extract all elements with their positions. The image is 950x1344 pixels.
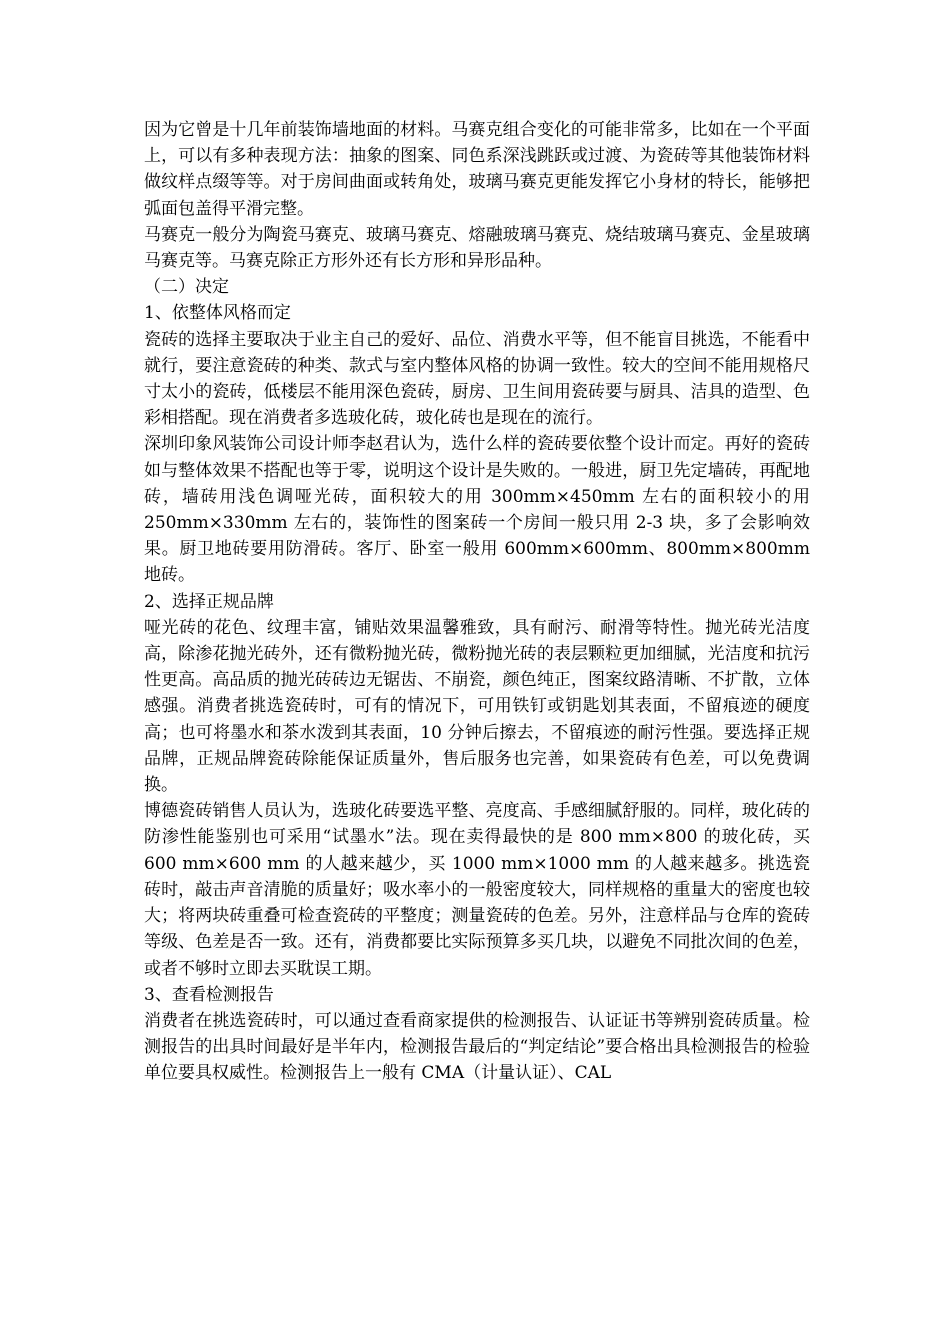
- paragraph-tile-selection: 瓷砖的选择主要取决于业主自己的爱好、品位、消费水平等，但不能盲目挑选，不能看中就行，要注意瓷砖的种类、款式与室内整体风格的协调一致性。较大的空间不能用规格尺寸太小的瓷砖，低楼层不能用深色瓷砖，厨房、卫生间用瓷砖要与厨具、洁具的造型、色彩相搭配。现在消费者多选玻化砖，玻化砖也是现在的流行。: [144, 329, 810, 429]
- paragraph-matte-polished-tiles: 哑光砖的花色、纹理丰富，铺贴效果温馨雅致，具有耐污、耐滑等特性。抛光砖光洁度高，除渗花抛光砖外，还有微粉抛光砖，微粉抛光砖的表层颗粒更加细腻，光洁度和抗污性更高。高品质的抛光砖砖边无锯齿、不崩瓷，颜色纯正，图案纹路清晰、不扩散，立体感强。消费者挑选瓷砖时，可有的情况下，可用铁钉或钥匙划其表面，不留痕迹的硬度高；也可将墨水和茶水泼到其表面，10 分钟后擦去，不留痕迹的耐污性强。要选择正规品牌，正规品牌瓷砖除能保证质量外，售后服务也完善，如果瓷砖有色差，可以免费调换。: [144, 617, 810, 796]
- subheading-regular-brand: 2、选择正规品牌: [144, 591, 274, 612]
- section-heading-decide: （二）决定: [144, 277, 229, 298]
- subheading-test-report: 3、查看检测报告: [144, 984, 274, 1005]
- paragraph-mosaic-usage: 因为它曾是十几年前装饰墙地面的材料。马赛克组合变化的可能非常多，比如在一个平面上，可以有多种表现方法：抽象的图案、同色系深浅跳跃或过渡、为瓷砖等其他装饰材料做纹样点缀等等。对于房间曲面或转角处，玻璃马赛克更能发挥它小身材的特长，能够把弧面包盖得平滑完整。: [144, 120, 810, 219]
- paragraph-mosaic-types: 马赛克一般分为陶瓷马赛克、玻璃马赛克、熔融玻璃马赛克、烧结玻璃马赛克、金星玻璃马赛克等。马赛克除正方形外还有长方形和异形品种。: [144, 224, 810, 272]
- subheading-overall-style: 1、依整体风格而定: [144, 303, 291, 324]
- paragraph-designer-opinion: 深圳印象风装饰公司设计师李赵君认为，选什么样的瓷砖要依整个设计而定。再好的瓷砖如与整体效果不搭配也等于零，说明这个设计是失败的。一般进，厨卫先定墙砖，再配地砖，墙砖用浅色调哑光砖，面积较大的用 300mm×450mm 左右的面积较小的用 250mm×330mm 左右的，装饰性的图案砖一个房间一般只用 2-3 块，多了会影响效果。厨卫地砖要用防滑砖。客厅、卧室一般用 600mm×600mm、800mm×800mm 地砖。: [144, 434, 810, 586]
- document-body: [144, 117, 810, 1087]
- paragraph-test-report: 消费者在挑选瓷砖时，可以通过查看商家提供的检测报告、认证证书等辨别瓷砖质量。检测报告的出具时间最好是半年内，检测报告最后的“判定结论”要合格出具检测报告的检验单位要具权威性。检测报告上一般有 CMA（计量认证）、CAL: [144, 1010, 810, 1084]
- paragraph-sales-advice: 博德瓷砖销售人员认为，选玻化砖要选平整、亮度高、手感细腻舒服的。同样，玻化砖的防渗性能鉴别也可采用“试墨水”法。现在卖得最快的是 800 mm×800 的玻化砖，买 600 mm×600 mm 的人越来越少，买 1000 mm×1000 mm 的人越来越多。挑选瓷砖时，敲击声音清脆的质量好；吸水率小的一般密度较大，同样规格的重量大的密度也较大；将两块砖重叠可检查瓷砖的平整度；测量瓷砖的色差。另外，注意样品与仓库的瓷砖等级、色差是否一致。还有，消费都要比实际预算多买几块，以避免不同批次间的色差，或者不够时立即去买耽误工期。: [144, 801, 810, 979]
